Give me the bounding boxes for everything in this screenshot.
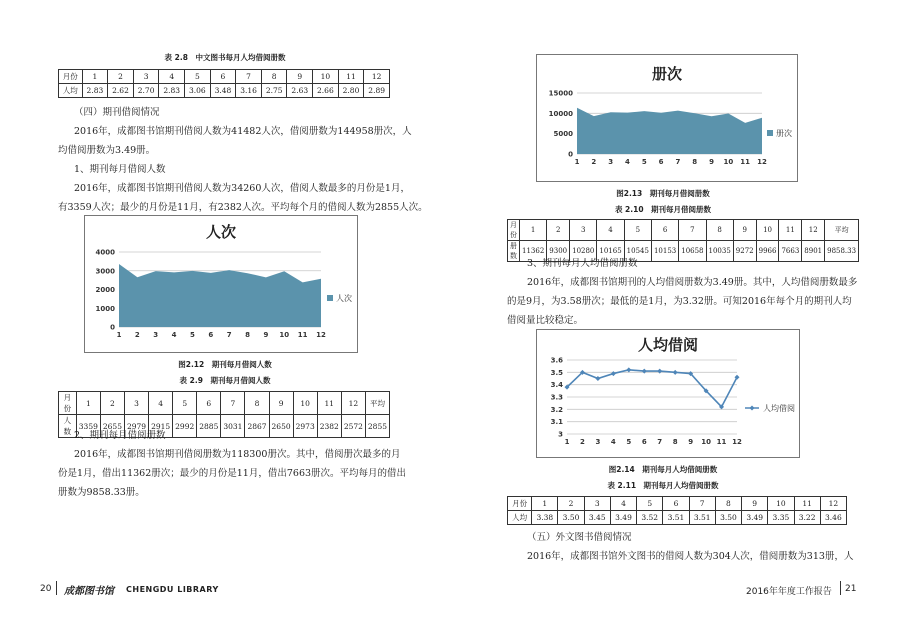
- table-cell: 7: [679, 220, 706, 241]
- x-tick-label: 11: [740, 158, 751, 166]
- table-cell: 2: [108, 70, 134, 84]
- x-tick-label: 12: [757, 158, 767, 166]
- table-cell: 8: [245, 392, 269, 415]
- right-page: [453, 0, 905, 628]
- table-cell: 2992: [173, 415, 197, 438]
- legend-marker: [750, 406, 755, 411]
- table-cell: 6: [663, 497, 689, 511]
- table-cell: 3.50: [715, 511, 741, 525]
- y-tick-label: 0: [568, 150, 573, 159]
- table-cell: 3.49: [610, 511, 636, 525]
- table-row: [59, 84, 390, 98]
- table-cell: 1: [520, 220, 547, 241]
- x-tick-label: 9: [688, 438, 694, 446]
- figure-2-12-caption: 图2.12 期刊每月借阅人数: [178, 360, 272, 369]
- table-cell: 3.46: [820, 511, 846, 525]
- table-cell: 6: [197, 392, 221, 415]
- table-cell: 7: [221, 392, 245, 415]
- y-tick-label: 3.5: [550, 368, 563, 377]
- table-cell: 2979: [124, 415, 148, 438]
- data-point: [611, 371, 616, 376]
- data-point: [673, 370, 678, 375]
- table-cell: 10545: [624, 241, 651, 262]
- table-cell: 9: [742, 497, 768, 511]
- table-cell: 5: [173, 392, 197, 415]
- table-cell: 2655: [100, 415, 124, 438]
- table-cell: 11: [779, 220, 802, 241]
- legend-swatch: [767, 130, 773, 136]
- chart-2-13: [536, 54, 798, 182]
- table-cell: 2.75: [261, 84, 287, 98]
- table-cell: 3: [570, 220, 597, 241]
- table-row-label: 月份: [508, 220, 520, 241]
- table-row: [508, 511, 847, 525]
- table-cell: 2.63: [287, 84, 313, 98]
- table-cell: 3.49: [742, 511, 768, 525]
- table-cell: 5: [637, 497, 663, 511]
- table-cell: 9272: [733, 241, 756, 262]
- paragraph-line: 均借阅册数为3.49册。: [58, 145, 156, 156]
- y-tick-label: 3000: [95, 267, 115, 276]
- table-row-label: 人数: [59, 415, 77, 438]
- paragraph-line: 2016年，成都图书馆期刊的人均借阅册数为3.49册。其中，人均借阅册数最多: [527, 277, 858, 288]
- x-tick-label: 10: [279, 331, 290, 339]
- table-cell: 7: [236, 70, 262, 84]
- section-heading: （四）期刊借阅情况: [74, 107, 160, 118]
- x-tick-label: 3: [153, 331, 159, 339]
- legend-label: 人均借阅: [763, 404, 795, 413]
- table-row: [59, 70, 390, 84]
- table-cell: 11: [317, 392, 341, 415]
- chart-title: 人均借阅: [637, 336, 698, 354]
- data-point: [642, 369, 647, 374]
- table-cell: 2867: [245, 415, 269, 438]
- table-cell: 2: [558, 497, 584, 511]
- legend-label: 册次: [776, 129, 792, 138]
- table-cell: 2382: [317, 415, 341, 438]
- table-cell: 7: [689, 497, 715, 511]
- table-cell: 2915: [149, 415, 173, 438]
- left-page: [0, 0, 452, 628]
- table-cell: 4: [159, 70, 185, 84]
- table-2-8-caption: 表 2.8 中文图书每月人均借阅册数: [164, 53, 286, 62]
- table-cell: 1: [82, 70, 108, 84]
- table-cell: 9: [287, 70, 313, 84]
- table-cell: 5: [185, 70, 211, 84]
- table-cell: 4: [597, 220, 624, 241]
- table-cell: 1: [76, 392, 100, 415]
- table-cell: 3.38: [532, 511, 558, 525]
- legend-swatch: [327, 295, 333, 301]
- x-tick-label: 8: [245, 331, 250, 339]
- table-cell: 1: [532, 497, 558, 511]
- table-row: [59, 392, 390, 415]
- table-cell: 2.62: [108, 84, 134, 98]
- y-tick-label: 15000: [548, 89, 573, 98]
- data-point: [595, 376, 600, 381]
- x-tick-label: 4: [171, 331, 177, 339]
- table-cell: 10658: [679, 241, 706, 262]
- table-cell: 3: [133, 70, 159, 84]
- paragraph-line: 2016年，成都图书馆期刊借阅人数为41482人次，借阅册数为144958册次，人: [74, 126, 412, 137]
- x-tick-label: 7: [657, 438, 663, 446]
- paragraph-line: 2016年，成都图书馆外文图书的借阅人数为304人次，借阅册数为313册，人: [527, 551, 854, 562]
- chart-2-14: [536, 329, 800, 458]
- line-series: [567, 370, 737, 407]
- table-cell: 2.83: [82, 84, 108, 98]
- x-tick-label: 6: [658, 158, 664, 166]
- table-cell: 3.51: [689, 511, 715, 525]
- table-cell: 5: [624, 220, 651, 241]
- area-series: [119, 264, 321, 327]
- table-cell: 4: [149, 392, 173, 415]
- table-cell: 9300: [547, 241, 570, 262]
- paragraph-line: 的是9月，为3.58册次；最低的是1月，为3.32册。可知2016年每个月的期刊人均: [507, 296, 852, 307]
- paragraph-line: 有3359人次；最少的月份是11月，有2382人次。平均每个月的借阅人数为2855人次。: [58, 202, 428, 213]
- x-tick-label: 1: [574, 158, 580, 166]
- library-logo-en: CHENGDU LIBRARY: [126, 585, 219, 594]
- x-tick-label: 7: [226, 331, 232, 339]
- table-cell: 11: [794, 497, 820, 511]
- table-cell: 12: [364, 70, 390, 84]
- y-tick-label: 3.4: [550, 381, 563, 390]
- table-cell: 3.50: [558, 511, 584, 525]
- table-row: [508, 220, 859, 241]
- table-cell: 2855: [365, 415, 389, 438]
- data-point: [657, 369, 662, 374]
- page-number: 20: [40, 584, 52, 594]
- subsection-heading: 3、期刊每月人均借阅册数: [527, 258, 638, 269]
- table-cell: 9966: [756, 241, 779, 262]
- table-cell: 11362: [520, 241, 547, 262]
- x-tick-label: 10: [701, 438, 711, 446]
- table-cell: 平均: [365, 392, 389, 415]
- x-tick-label: 12: [316, 331, 326, 339]
- table-cell: 2: [100, 392, 124, 415]
- table-cell: 6: [210, 70, 236, 84]
- table-cell: 2572: [341, 415, 365, 438]
- library-logo: 成都图书馆: [64, 586, 114, 597]
- table-cell: 9: [269, 392, 293, 415]
- x-tick-label: 6: [641, 438, 647, 446]
- x-tick-label: 2: [591, 158, 597, 166]
- subsection-heading: 1、期刊每月借阅人数: [74, 164, 166, 175]
- table-cell: 12: [341, 392, 365, 415]
- table-cell: 10035: [706, 241, 733, 262]
- table-cell: 9: [733, 220, 756, 241]
- table-cell: 2.80: [338, 84, 364, 98]
- table-cell: 3.52: [637, 511, 663, 525]
- x-tick-label: 9: [263, 331, 269, 339]
- table-cell: 12: [802, 220, 825, 241]
- table-cell: 2: [547, 220, 570, 241]
- chart-title: 册次: [651, 65, 682, 83]
- table-cell: 10165: [597, 241, 624, 262]
- table-cell: 2.70: [133, 84, 159, 98]
- x-tick-label: 8: [692, 158, 698, 166]
- table-cell: 6: [651, 220, 678, 241]
- y-tick-label: 2000: [95, 286, 115, 294]
- table-cell: 2885: [197, 415, 221, 438]
- x-tick-label: 3: [608, 158, 614, 166]
- paragraph-line: 借阅量比较稳定。: [507, 315, 584, 326]
- table-cell: 3.45: [584, 511, 610, 525]
- x-tick-label: 12: [732, 438, 742, 446]
- table-cell: 8901: [802, 241, 825, 262]
- x-tick-label: 2: [580, 438, 585, 446]
- table-cell: 10: [756, 220, 779, 241]
- area-series: [577, 108, 762, 154]
- table-cell: 9858.33: [825, 241, 859, 262]
- table-cell: 3.16: [236, 84, 262, 98]
- y-tick-label: 10000: [548, 109, 573, 118]
- table-row-label: 月份: [59, 70, 83, 84]
- x-tick-label: 1: [564, 438, 570, 446]
- table-cell: 10: [293, 392, 317, 415]
- x-tick-label: 11: [297, 331, 308, 339]
- x-tick-label: 5: [190, 331, 195, 339]
- table-2-11-caption: 表 2.11 期刊每月人均借阅册数: [607, 481, 719, 490]
- y-tick-label: 3.6: [550, 356, 563, 365]
- paragraph-line: 份是1月，借出11362册次；最少的月份是11月，借出7663册次。平均每月的借出: [58, 468, 407, 479]
- x-tick-label: 5: [641, 158, 647, 166]
- report-title: 2016年年度工作报告: [746, 587, 832, 597]
- x-tick-label: 7: [675, 158, 681, 166]
- table-cell: 8: [261, 70, 287, 84]
- table-cell: 3.48: [210, 84, 236, 98]
- x-tick-label: 6: [208, 331, 214, 339]
- legend-label: 人次: [336, 294, 352, 303]
- y-tick-label: 1000: [95, 304, 115, 313]
- x-tick-label: 2: [134, 331, 140, 339]
- table-cell: 3: [584, 497, 610, 511]
- table-row-label: 人均: [59, 84, 83, 98]
- table-cell: 10280: [570, 241, 597, 262]
- y-tick-label: 0: [110, 323, 115, 332]
- table-cell: 12: [820, 497, 846, 511]
- table-cell: 7663: [779, 241, 802, 262]
- x-tick-label: 8: [672, 438, 678, 446]
- x-tick-label: 4: [625, 158, 630, 166]
- table-cell: 2.66: [313, 84, 339, 98]
- subsection-heading: 2、期刊每月借阅册数: [74, 430, 166, 441]
- table-cell: 3.35: [768, 511, 794, 525]
- figure-2-13-caption: 图2.13 期刊每月借阅册数: [616, 189, 710, 198]
- x-tick-label: 10: [723, 158, 734, 166]
- x-tick-label: 1: [116, 331, 122, 339]
- table-cell: 8: [706, 220, 733, 241]
- page-number: 21: [845, 584, 857, 594]
- table-cell: 10153: [651, 241, 678, 262]
- table-cell: 3: [124, 392, 148, 415]
- figure-2-14-caption: 图2.14 期刊每月人均借阅册数: [608, 465, 718, 474]
- footer-divider: [56, 581, 57, 595]
- paragraph-line: 2016年，成都图书馆期刊借阅册数为118300册次。其中，借阅册次最多的月: [74, 449, 401, 460]
- table-cell: 3.22: [794, 511, 820, 525]
- table-cell: 3359: [76, 415, 100, 438]
- table-2-8: [58, 69, 390, 98]
- table-cell: 平均: [825, 220, 859, 241]
- y-tick-label: 3.2: [550, 405, 563, 414]
- table-cell: 2650: [269, 415, 293, 438]
- x-tick-label: 9: [709, 158, 714, 166]
- paragraph-line: 册数为9858.33册。: [58, 487, 145, 498]
- table-row-label: 月份: [59, 392, 77, 415]
- table-2-9-caption: 表 2.9 期刊每月借阅人数: [179, 376, 271, 385]
- table-cell: 2.83: [159, 84, 185, 98]
- table-row-label: 人均: [508, 511, 532, 525]
- y-tick-label: 3: [558, 430, 563, 439]
- table-cell: 3031: [221, 415, 245, 438]
- x-tick-label: 11: [716, 438, 727, 446]
- footer-divider: [840, 581, 841, 595]
- table-row-label: 册数: [508, 241, 520, 262]
- chart-2-12: [84, 215, 358, 353]
- table-cell: 10: [313, 70, 339, 84]
- table-row: [508, 497, 847, 511]
- x-tick-label: 4: [610, 438, 616, 446]
- table-2-10-caption: 表 2.10 期刊每月借阅册数: [614, 205, 712, 214]
- table-cell: 3.06: [185, 84, 211, 98]
- table-cell: 3.51: [663, 511, 689, 525]
- y-tick-label: 4000: [95, 248, 115, 257]
- x-tick-label: 3: [595, 438, 601, 446]
- table-cell: 2973: [293, 415, 317, 438]
- x-tick-label: 5: [626, 438, 632, 446]
- paragraph-line: 2016年，成都图书馆期刊借阅人数为34260人次，借阅人数最多的月份是1月，: [74, 183, 410, 194]
- y-tick-label: 3.3: [550, 393, 563, 402]
- chart-title: 人次: [205, 223, 236, 241]
- y-tick-label: 5000: [553, 130, 573, 139]
- table-cell: 8: [715, 497, 741, 511]
- table-cell: 2.89: [364, 84, 390, 98]
- table-row-label: 月份: [508, 497, 532, 511]
- data-point: [626, 367, 631, 372]
- section-heading: （五）外文图书借阅情况: [527, 532, 632, 543]
- table-cell: 4: [610, 497, 636, 511]
- table-2-11: [507, 496, 847, 525]
- table-cell: 11: [338, 70, 364, 84]
- y-tick-label: 3.1: [550, 418, 563, 427]
- table-cell: 10: [768, 497, 794, 511]
